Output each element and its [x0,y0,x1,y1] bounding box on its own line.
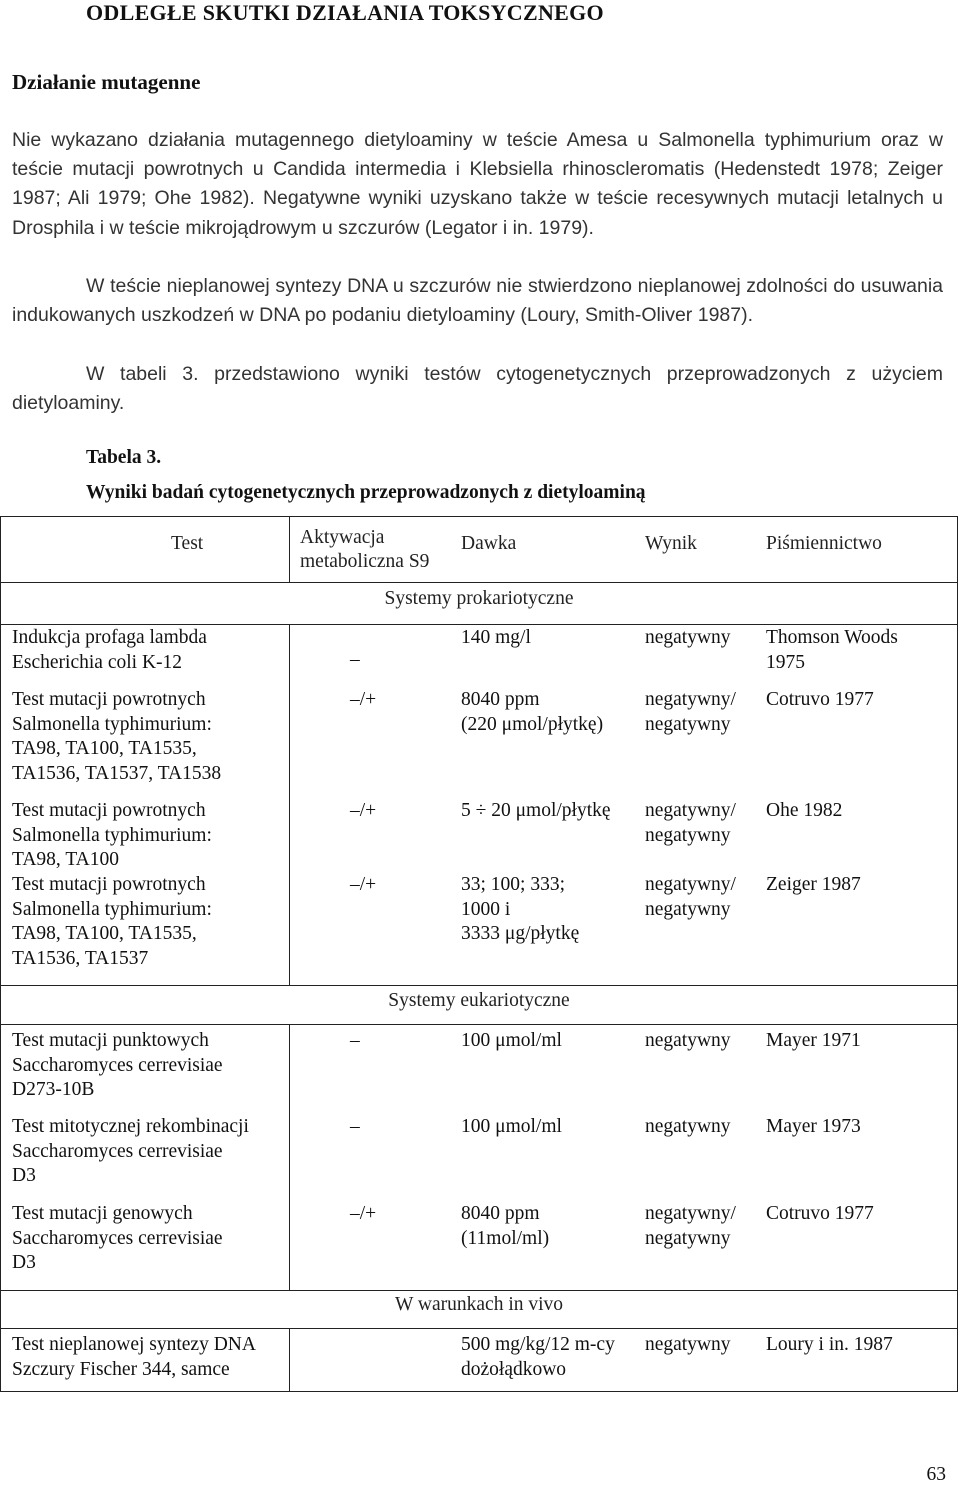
table-label: Tabela 3. [86,447,162,468]
table-rule [0,516,1,1392]
row-6-dose: 100 μmol/ml [461,1116,562,1137]
row-2-dose: 8040 ppm (220 μmol/płytkę) [461,689,604,735]
row-5-dose: 100 μmol/ml [461,1030,562,1051]
row-5-reference: Mayer 1971 [766,1030,861,1051]
row-2-test: Test mutacji powrotnych Salmonella typhimurium: TA98, TA100, TA1535, TA1536, TA1537, TA1538 [12,689,222,784]
table-rule [289,516,290,582]
row-8-reference: Loury i in. 1987 [766,1334,893,1355]
row-4-reference: Zeiger 1987 [766,874,861,895]
table-rule [0,624,958,625]
page-number: 63 [926,1464,946,1485]
row-8-result: negatywny [645,1334,731,1355]
table-rule [0,1290,958,1291]
row-6-result: negatywny [645,1116,731,1137]
row-3-dose: 5 ÷ 20 μmol/płytkę [461,800,611,821]
row-3-activation: –/+ [350,800,377,821]
table-rule [0,1328,958,1329]
row-2-activation: –/+ [350,689,377,710]
row-7-reference: Cotruvo 1977 [766,1203,874,1224]
table-rule [0,516,958,517]
header-references: Piśmiennictwo [766,533,882,554]
row-8-test: Test nieplanowej syntezy DNA Szczury Fischer 344, samce [12,1334,256,1380]
header-activation: Aktywacja metaboliczna S9 [300,527,430,572]
section-prokaryotic: Systemy prokariotyczne [384,588,574,609]
row-4-test: Test mutacji powrotnych Salmonella typhimurium: TA98, TA100, TA1535, TA1536, TA1537 [12,874,212,969]
row-1-test: Indukcja profaga lambda Escherichia coli K-12 [12,627,207,673]
section-eukaryotic: Systemy eukariotyczne [388,990,570,1011]
row-7-activation: –/+ [350,1203,377,1224]
row-8-dose: 500 mg/kg/12 m-cy dożołądkowo [461,1334,615,1380]
row-3-test: Test mutacji powrotnych Salmonella typhimurium: TA98, TA100 [12,800,212,871]
subsection-heading: Działanie mutagenne [12,70,201,94]
section-heading: ODLEGŁE SKUTKI DZIAŁANIA TOKSYCZNEGO [86,0,604,25]
row-2-reference: Cotruvo 1977 [766,689,874,710]
row-1-reference: Thomson Woods 1975 [766,627,898,673]
row-5-activation: – [350,1030,360,1051]
table-rule [0,582,958,583]
row-4-result: negatywny/ negatywny [645,874,736,920]
table-title: Wyniki badań cytogenetycznych przeprowadzonych z dietyloaminą [86,482,646,503]
header-dose: Dawka [461,533,517,554]
row-4-activation: –/+ [350,874,377,895]
row-6-activation: – [350,1116,360,1137]
section-invivo: W warunkach in vivo [394,1294,564,1315]
row-7-dose: 8040 ppm (11mol/ml) [461,1203,550,1249]
header-result: Wynik [645,533,697,554]
table-rule [0,1391,958,1392]
row-6-test: Test mitotycznej rekombinacji Saccharomyces cerrevisiae D3 [12,1116,249,1187]
row-1-dose: 140 mg/l [461,627,531,648]
header-test: Test [171,533,204,554]
row-4-dose: 33; 100; 333; 1000 i 3333 μg/płytkę [461,874,580,945]
table-rule [0,985,958,986]
row-3-reference: Ohe 1982 [766,800,843,821]
paragraph-3: W tabeli 3. przedstawiono wyniki testów cytogenetycznych przeprowadzonych z użyciem dietyloaminy. [12,363,943,415]
paragraph-1: Nie wykazano działania mutagennego dietyloaminy w teście Amesa u Salmonella typhimurium oraz w teście mutacji powrotnych u Candida intermedia i Klebsiella rhinoscleromatis (Hedenstedt 1978; Zeiger 1987; Ali 1979; Ohe 1982). Negatywne wyniki uzyskano także w teście recesywnych mutacji letalnych u Drosphila i w teście mikrojądrowym u szczurów (Legator i in. 1979). [12,129,943,239]
table-rule [0,1024,958,1025]
row-1-activation: – [350,649,360,670]
table-rule [289,624,290,985]
paragraph-2: W teście nieplanowej syntezy DNA u szczurów nie stwierdzono nieplanowej zdolności do usuwania indukowanych uszkodzeń w DNA po podaniu dietyloaminy (Loury, Smith-Oliver 1987). [12,275,943,327]
row-1-result: negatywny [645,627,731,648]
table-rule [289,1328,290,1391]
row-7-test: Test mutacji genowych Saccharomyces cerrevisiae D3 [12,1203,223,1274]
row-5-result: negatywny [645,1030,731,1051]
table-rule [289,1024,290,1290]
row-5-test: Test mutacji punktowych Saccharomyces cerrevisiae D273-10B [12,1030,223,1101]
table-rule [957,516,958,1392]
row-7-result: negatywny/ negatywny [645,1203,736,1249]
row-6-reference: Mayer 1973 [766,1116,861,1137]
row-3-result: negatywny/ negatywny [645,800,736,846]
row-2-result: negatywny/ negatywny [645,689,736,735]
